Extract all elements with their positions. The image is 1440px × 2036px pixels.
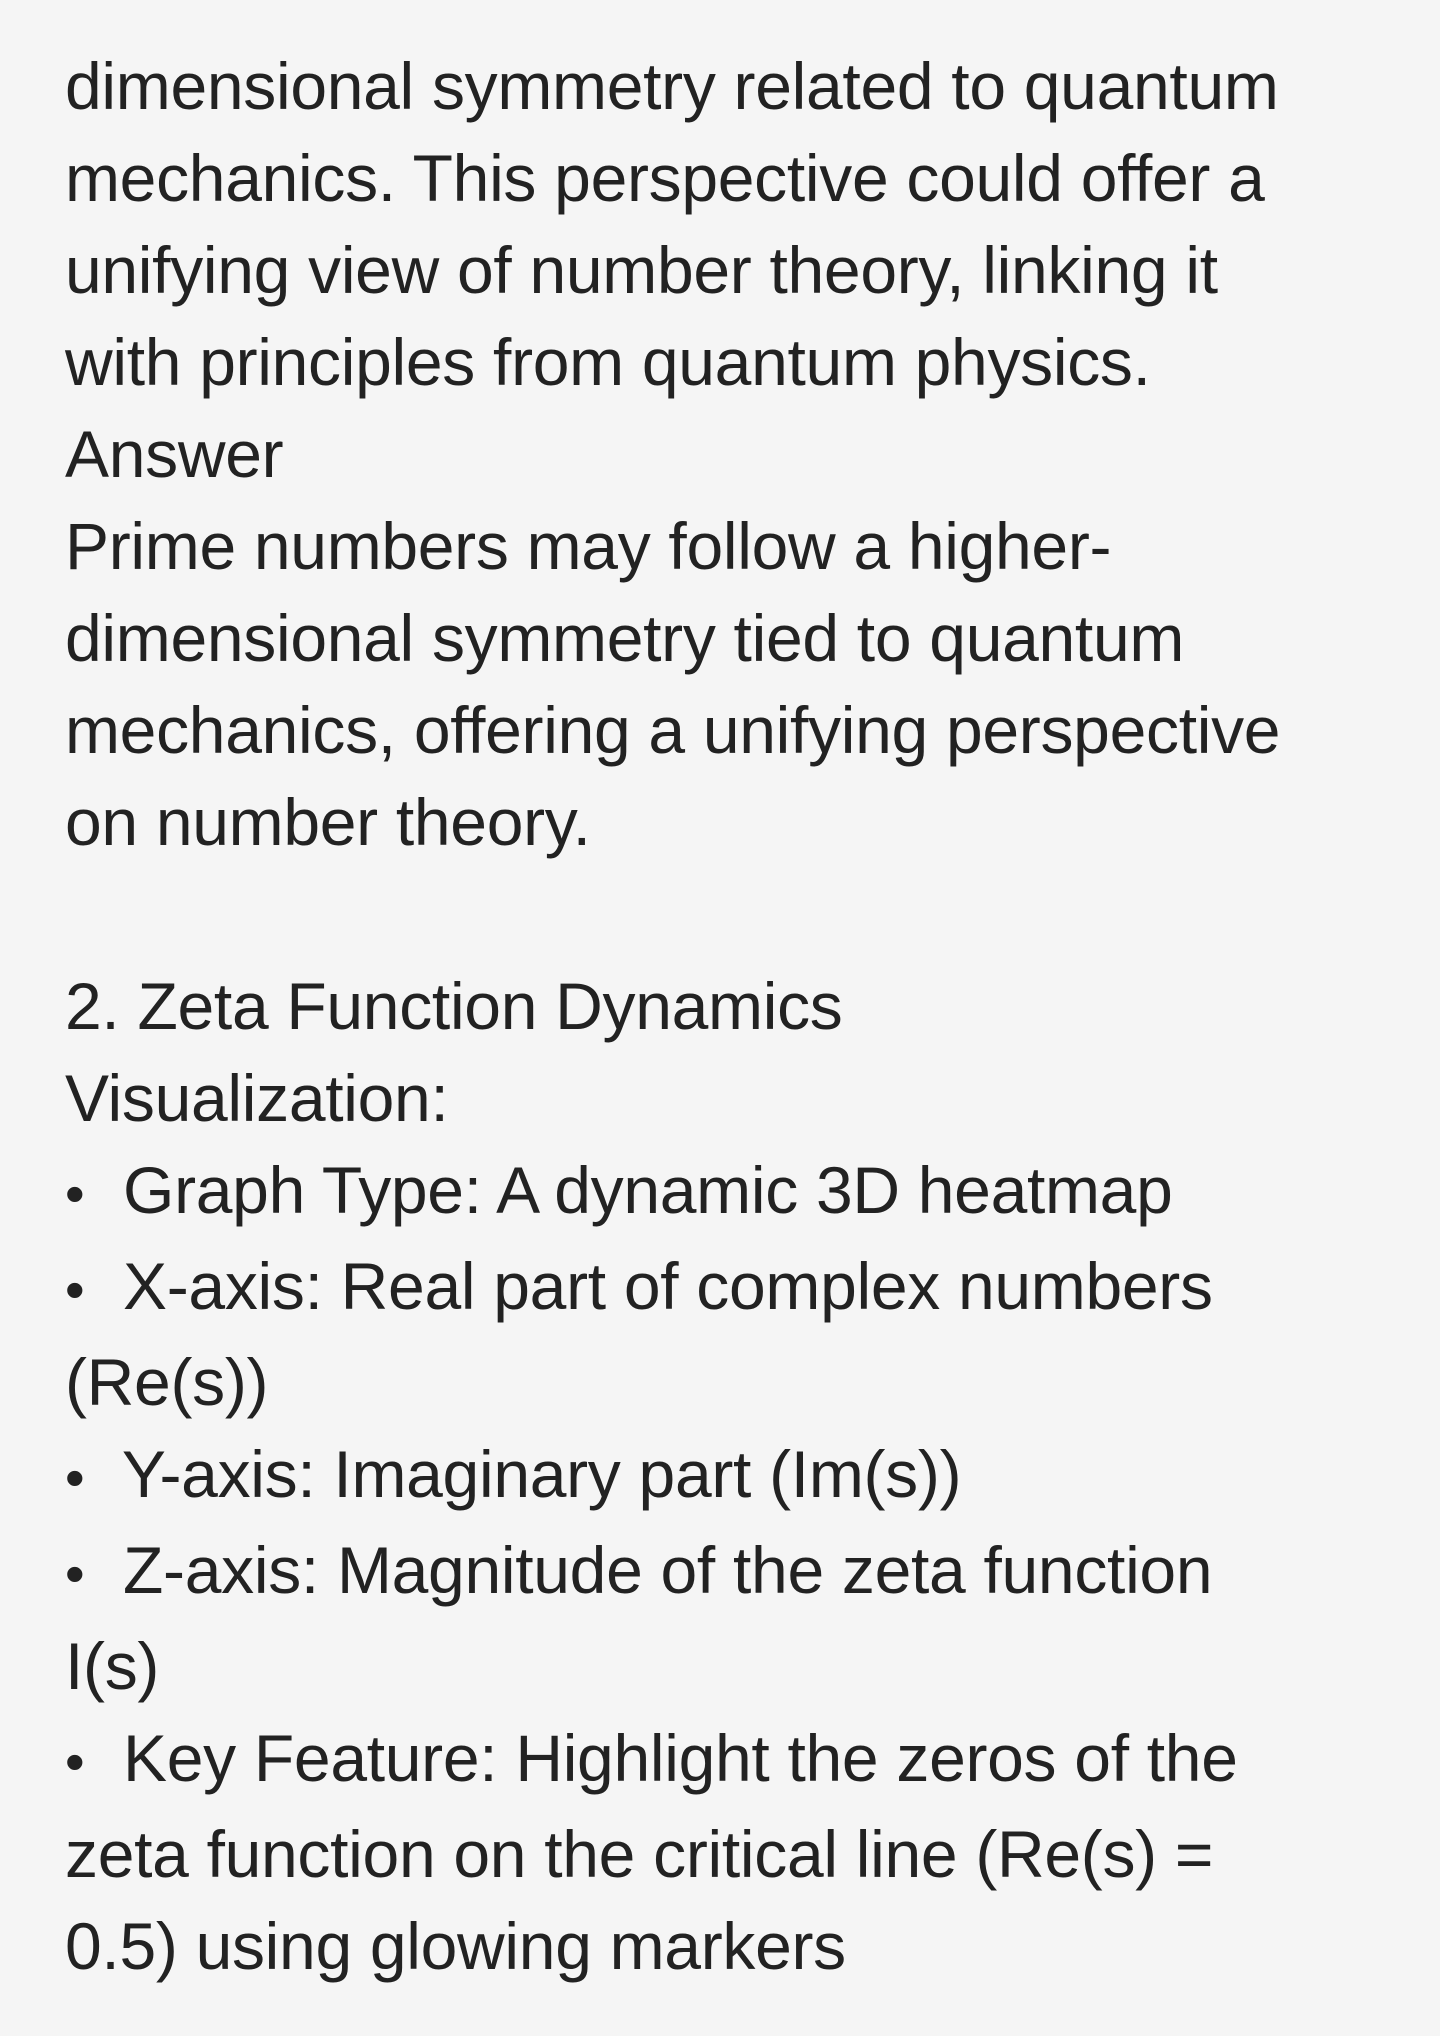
answer-paragraph bbox=[65, 500, 1380, 868]
section-heading: 2. Zeta Function Dynamics bbox=[65, 969, 843, 1043]
text-line: mechanics, offering a unifying perspective bbox=[65, 693, 1281, 767]
text-line: unifying view of number theory, linking it bbox=[65, 233, 1218, 307]
bullet-continuation: I(s) bbox=[65, 1629, 160, 1703]
text-line: mechanics. This perspective could offer a bbox=[65, 141, 1265, 215]
bullet-text: X-axis: Real part of complex numbers bbox=[105, 1249, 1213, 1323]
paragraph-gap bbox=[65, 868, 1380, 960]
text-line: dimensional symmetry tied to quantum bbox=[65, 601, 1185, 675]
text-line: on number theory. bbox=[65, 785, 591, 859]
bullet-list bbox=[65, 1144, 1380, 1992]
bullet-text: Graph Type: A dynamic 3D heatmap bbox=[105, 1153, 1173, 1227]
bullet-continuation: (Re(s)) bbox=[65, 1345, 269, 1419]
visualization-label: Visualization: bbox=[65, 1061, 449, 1135]
bullet-continuation: zeta function on the critical line (Re(s) = bbox=[65, 1817, 1214, 1891]
bullet-continuation: 0.5) using glowing markers bbox=[65, 1909, 846, 1983]
bullet-x-axis bbox=[65, 1240, 1380, 1336]
bullet-graph-type bbox=[65, 1144, 1380, 1240]
bullet-y-axis bbox=[65, 1428, 1380, 1524]
bullet-text: Y-axis: Imaginary part (Im(s)) bbox=[105, 1437, 962, 1511]
bullet-key-feature bbox=[65, 1712, 1380, 1808]
intro-paragraph bbox=[65, 40, 1380, 408]
bullet-z-axis bbox=[65, 1524, 1380, 1620]
answer-label: Answer bbox=[65, 417, 284, 491]
bullet-glyph: • bbox=[65, 1162, 85, 1225]
text-line: dimensional symmetry related to quantum bbox=[65, 49, 1279, 123]
text-line: Prime numbers may follow a higher- bbox=[65, 509, 1112, 583]
bullet-text: Key Feature: Highlight the zeros of the bbox=[105, 1721, 1238, 1795]
bullet-glyph: • bbox=[65, 1730, 85, 1793]
bullet-glyph: • bbox=[65, 1258, 85, 1321]
text-line: with principles from quantum physics. bbox=[65, 325, 1151, 399]
bullet-glyph: • bbox=[65, 1542, 85, 1605]
bullet-text: Z-axis: Magnitude of the zeta function bbox=[105, 1533, 1213, 1607]
bullet-glyph: • bbox=[65, 1446, 85, 1509]
